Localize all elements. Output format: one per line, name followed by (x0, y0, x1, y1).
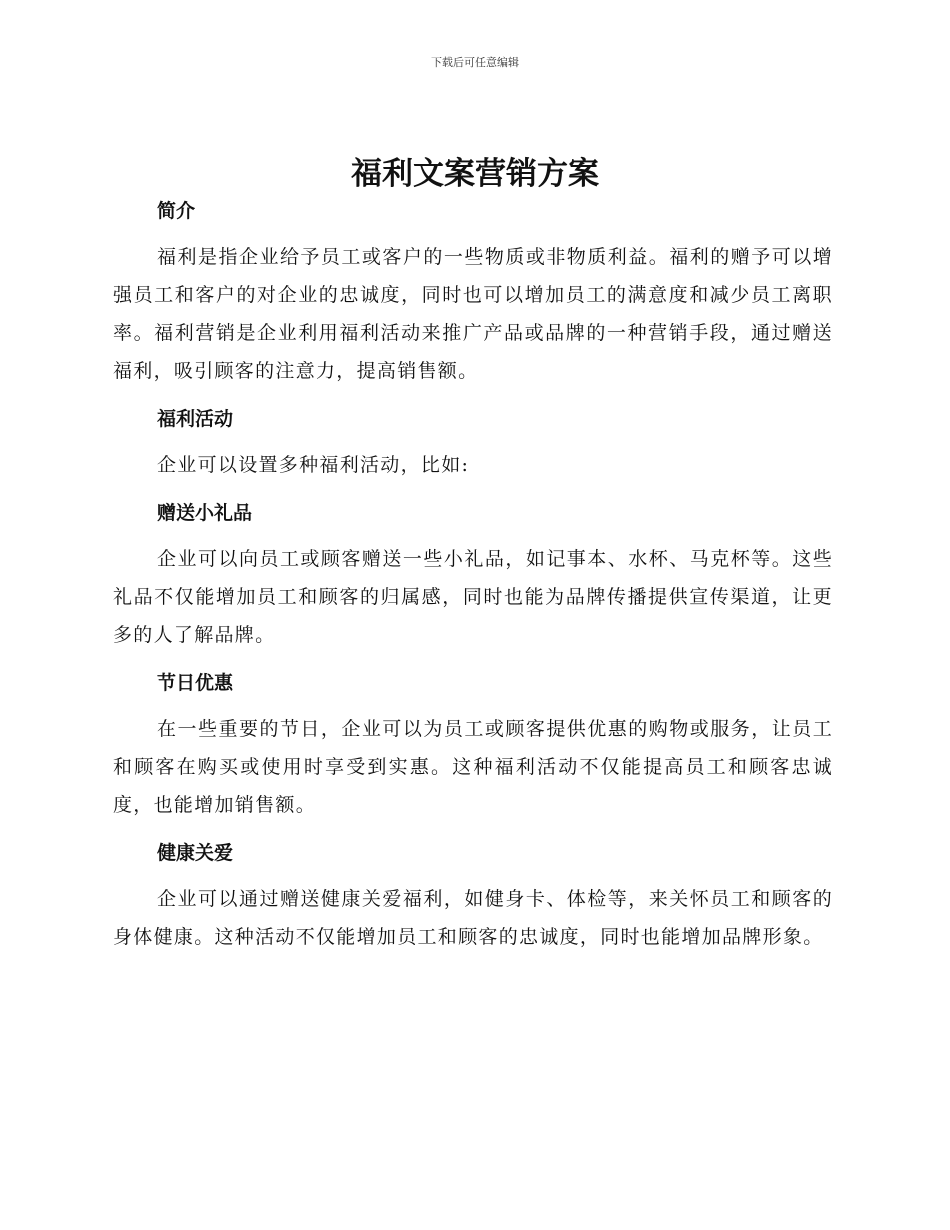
section-paragraph: 企业可以设置多种福利活动，比如: (157, 454, 470, 476)
section-paragraph: 福利是指企业给予员工或客户的一些物质或非物质利益。福利的赠予可以增强员工和客户的对企业的忠诚度，同时也可以增加员工的满意度和减少员工离职率。福利营销是企业利用福利活动来推广产品或品牌的一种营销手段，通过赠送福利，吸引顾客的注意力，提高销售额。 (113, 246, 833, 382)
document-title: 福利文案营销方案 (351, 156, 599, 192)
section-heading: 健康关爱 (157, 842, 234, 864)
section-heading: 节日优惠 (157, 672, 234, 694)
section-activities (113, 404, 833, 498)
section-intro (113, 196, 833, 404)
section-heading: 简介 (157, 200, 196, 222)
section-paragraph: 企业可以向员工或顾客赠送一些小礼品，如记事本、水杯、马克杯等。这些礼品不仅能增加员工和顾客的归属感，同时也能为品牌传播提供宣传渠道，让更多的人了解品牌。 (113, 548, 833, 646)
section-gifts (113, 498, 833, 668)
section-heading: 福利活动 (157, 408, 234, 430)
section-paragraph: 企业可以通过赠送健康关爱福利，如健身卡、体检等，来关怀员工和顾客的身体健康。这种活动不仅能增加员工和顾客的忠诚度，同时也能增加品牌形象。 (113, 888, 833, 948)
page-header-note: 下载后可任意编辑 (431, 56, 519, 69)
section-holiday-discounts (113, 668, 833, 838)
section-heading: 赠送小礼品 (157, 502, 253, 524)
section-paragraph: 在一些重要的节日，企业可以为员工或顾客提供优惠的购物或服务，让员工和顾客在购买或使用时享受到实惠。这种福利活动不仅能提高员工和顾客忠诚度，也能增加销售额。 (113, 718, 833, 816)
document-body (113, 196, 833, 956)
section-health-care (113, 838, 833, 956)
